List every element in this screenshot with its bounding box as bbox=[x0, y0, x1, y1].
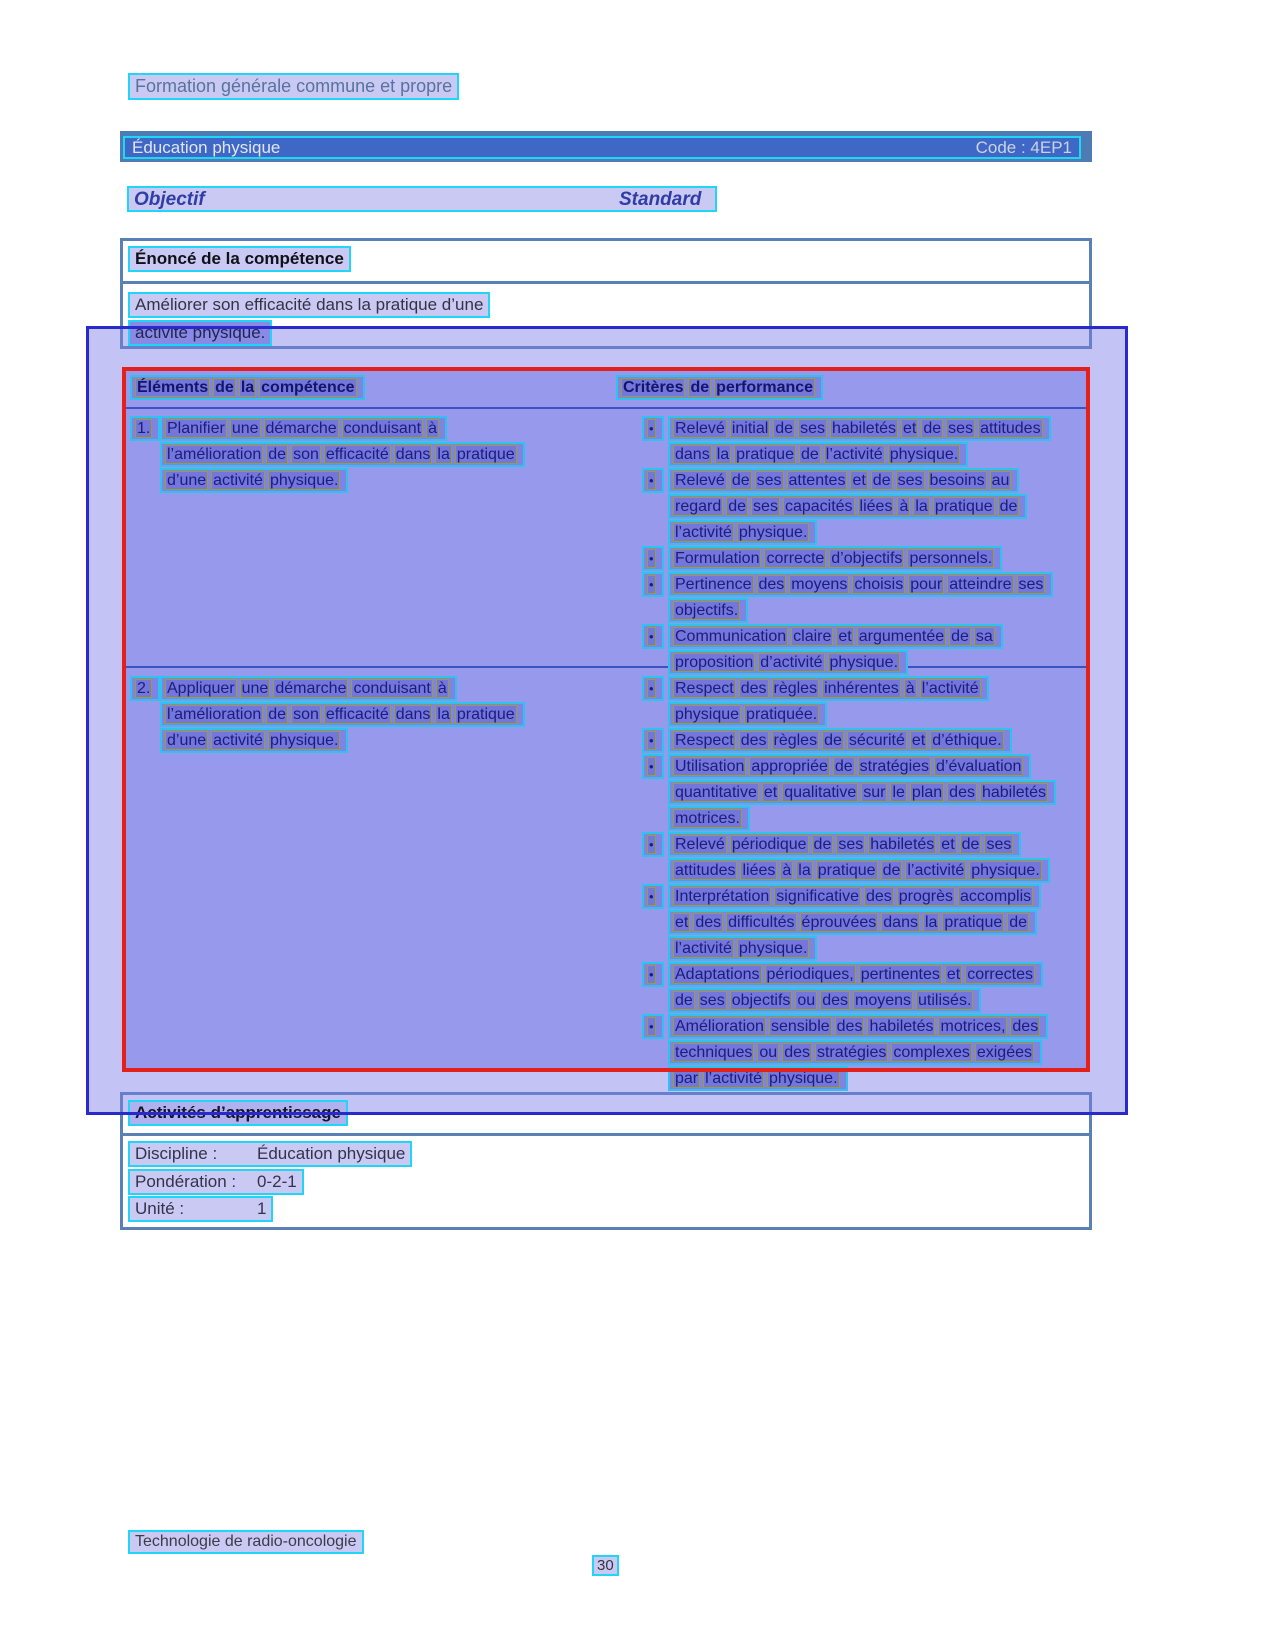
document-title: Formation générale commune et propre bbox=[128, 73, 459, 100]
activity-row bbox=[128, 1141, 412, 1167]
word-highlight-box: physique. bbox=[269, 732, 339, 749]
word-highlight-box: exigées bbox=[976, 1044, 1032, 1061]
word-highlight-box: de bbox=[268, 446, 287, 463]
word-highlight-box: des bbox=[836, 1018, 863, 1035]
word-highlight-box: règles bbox=[773, 732, 818, 749]
word-highlight-box: qualitative bbox=[784, 784, 857, 801]
word-highlight-box: physique. bbox=[829, 654, 899, 671]
unite-value: 1 bbox=[257, 1199, 267, 1218]
word-highlight-box: l’activité bbox=[921, 680, 979, 697]
word-highlight-box: des bbox=[740, 680, 767, 697]
word-highlight-box: de bbox=[215, 379, 234, 396]
word-highlight-box: utilisés. bbox=[918, 992, 972, 1009]
word-highlight-box: de bbox=[824, 732, 842, 749]
word-highlight-box: argumentée bbox=[858, 628, 945, 645]
word-highlight-box: ses bbox=[800, 420, 825, 437]
word-highlight-box: proposition bbox=[675, 654, 754, 671]
word-highlight-box: ses bbox=[699, 992, 725, 1009]
word-highlight-box: choisis bbox=[854, 576, 904, 593]
word-highlight-box: liées bbox=[742, 862, 776, 879]
word-highlight-box: à bbox=[905, 680, 915, 697]
discipline-value: Éducation physique bbox=[257, 1144, 406, 1163]
bullet-glyph: • bbox=[649, 681, 654, 696]
word-highlight-box: attitudes bbox=[675, 862, 736, 879]
word-highlight-box: Pertinence bbox=[675, 576, 752, 593]
word-highlight-box: des bbox=[949, 784, 975, 801]
word-highlight-box: de bbox=[731, 472, 750, 489]
bullet-glyph: • bbox=[649, 759, 654, 774]
word-highlight-box: de bbox=[961, 836, 980, 853]
word-highlight-box: de bbox=[1009, 914, 1028, 931]
word-highlight-box: physique. bbox=[738, 524, 808, 541]
word-highlight-box: 1. bbox=[137, 420, 151, 437]
word-highlight-box: pratique bbox=[736, 446, 794, 463]
word-highlight-box: liées bbox=[859, 498, 893, 515]
word-highlight-box: une bbox=[231, 420, 259, 437]
word-highlight-box: au bbox=[991, 472, 1010, 489]
bullet-glyph: • bbox=[649, 837, 654, 852]
word-highlight-box: objectifs. bbox=[675, 602, 739, 619]
word-highlight-box: significative bbox=[776, 888, 859, 905]
word-highlight-box: à bbox=[899, 498, 909, 515]
word-highlight-box: habiletés bbox=[831, 420, 897, 437]
word-highlight-box: ou bbox=[797, 992, 816, 1009]
course-code: Code : 4EP1 bbox=[975, 137, 1072, 157]
bullet-glyph: • bbox=[649, 551, 654, 566]
activities-divider bbox=[120, 1133, 1092, 1136]
word-highlight-box: dans bbox=[675, 446, 710, 463]
course-header-highlight bbox=[123, 136, 1081, 159]
word-highlight-box: habiletés bbox=[869, 1018, 934, 1035]
word-highlight-box: de bbox=[728, 498, 747, 515]
word-highlight-box: la bbox=[240, 379, 255, 396]
course-title: Éducation physique bbox=[132, 137, 281, 157]
word-highlight-box: de bbox=[775, 420, 794, 437]
enonce-title: Énoncé de la compétence bbox=[128, 246, 351, 272]
word-highlight-box: regard bbox=[675, 498, 722, 515]
word-highlight-box: ses bbox=[897, 472, 923, 489]
enonce-line: Améliorer son efficacité dans la pratique d’une bbox=[128, 292, 490, 318]
word-highlight-box: l’amélioration bbox=[167, 446, 262, 463]
word-highlight-box: ses bbox=[986, 836, 1012, 853]
word-highlight-box: attentes bbox=[788, 472, 846, 489]
word-highlight-box: inhérentes bbox=[824, 680, 899, 697]
annotation-overlay-border bbox=[86, 326, 1128, 1115]
discipline-label: Discipline : bbox=[135, 1144, 218, 1163]
word-highlight-box: motrices. bbox=[675, 810, 740, 827]
word-highlight-box: physique. bbox=[769, 1070, 838, 1087]
word-highlight-box: appropriée bbox=[751, 758, 828, 775]
word-highlight-box: périodiques, bbox=[766, 966, 854, 983]
word-highlight-box: à bbox=[437, 680, 447, 697]
word-highlight-box: compétence bbox=[261, 379, 355, 396]
word-highlight-box: son bbox=[293, 446, 319, 463]
word-highlight-box: de bbox=[951, 628, 969, 645]
word-highlight-box: des bbox=[822, 992, 848, 1009]
word-highlight-box: Critères bbox=[623, 379, 684, 396]
word-highlight-box: physique. bbox=[971, 862, 1040, 879]
word-highlight-box: activité bbox=[213, 472, 263, 489]
activity-row bbox=[128, 1196, 273, 1222]
word-highlight-box: pratique bbox=[944, 914, 1003, 931]
word-highlight-box: conduisant bbox=[343, 420, 422, 437]
bullet-glyph: • bbox=[649, 967, 654, 982]
word-highlight-box: périodique bbox=[731, 836, 807, 853]
word-highlight-box: Planifier bbox=[167, 420, 225, 437]
bullet-glyph: • bbox=[649, 473, 654, 488]
word-highlight-box: de bbox=[813, 836, 832, 853]
objectif-heading: Objectif bbox=[134, 189, 205, 210]
word-highlight-box: objectifs bbox=[731, 992, 791, 1009]
activities-title: Activités d’apprentissage bbox=[128, 1100, 348, 1126]
word-highlight-box: ses bbox=[948, 420, 974, 437]
word-highlight-box: Formulation bbox=[675, 550, 760, 567]
word-highlight-box: stratégies bbox=[859, 758, 930, 775]
word-highlight-box: Appliquer bbox=[167, 680, 235, 697]
unite-label: Unité : bbox=[135, 1199, 185, 1218]
word-highlight-box: et bbox=[941, 836, 955, 853]
word-highlight-box: sécurité bbox=[848, 732, 905, 749]
word-highlight-box: l’activité bbox=[675, 940, 732, 957]
word-highlight-box: sa bbox=[975, 628, 993, 645]
word-highlight-box: moyens bbox=[791, 576, 848, 593]
word-highlight-box: progrès bbox=[898, 888, 954, 905]
word-highlight-box: efficacité bbox=[325, 706, 389, 723]
word-highlight-box: et bbox=[763, 784, 778, 801]
word-highlight-box: la bbox=[924, 914, 938, 931]
word-highlight-box: capacités bbox=[784, 498, 853, 515]
word-highlight-box: d’une bbox=[167, 472, 207, 489]
word-highlight-box: par bbox=[675, 1070, 699, 1087]
word-highlight-box: la bbox=[437, 706, 450, 723]
course-header-bar bbox=[120, 131, 1092, 162]
bullet-glyph: • bbox=[649, 577, 654, 592]
word-highlight-box: Relevé bbox=[675, 420, 725, 437]
word-highlight-box: la bbox=[437, 446, 450, 463]
word-highlight-box: complexes bbox=[893, 1044, 970, 1061]
word-highlight-box: des bbox=[740, 732, 767, 749]
word-highlight-box: physique bbox=[675, 706, 740, 723]
word-highlight-box: correctes bbox=[967, 966, 1033, 983]
word-highlight-box: de bbox=[882, 862, 901, 879]
bullet-glyph: • bbox=[649, 421, 654, 436]
word-highlight-box: conduisant bbox=[353, 680, 431, 697]
enonce-line: activité physique. bbox=[128, 320, 272, 346]
word-highlight-box: de bbox=[999, 498, 1018, 515]
page-number: 30 bbox=[592, 1555, 619, 1576]
word-highlight-box: Utilisation bbox=[675, 758, 745, 775]
word-highlight-box: d’évaluation bbox=[936, 758, 1022, 775]
word-highlight-box: dans bbox=[883, 914, 918, 931]
word-highlight-box: accomplis bbox=[960, 888, 1032, 905]
word-highlight-box: Amélioration bbox=[675, 1018, 764, 1035]
word-highlight-box: physique. bbox=[269, 472, 339, 489]
word-highlight-box: règles bbox=[773, 680, 818, 697]
word-highlight-box: physique. bbox=[738, 940, 808, 957]
word-highlight-box: l’activité bbox=[907, 862, 965, 879]
bullet-glyph: • bbox=[649, 1019, 654, 1034]
word-highlight-box: besoins bbox=[929, 472, 985, 489]
standard-heading: Standard bbox=[619, 189, 702, 210]
word-highlight-box: Respect bbox=[675, 732, 734, 749]
word-highlight-box: habiletés bbox=[870, 836, 935, 853]
word-highlight-box: la bbox=[716, 446, 730, 463]
word-highlight-box: activité bbox=[213, 732, 263, 749]
word-highlight-box: la bbox=[915, 498, 928, 515]
word-highlight-box: de bbox=[872, 472, 891, 489]
word-highlight-box: motrices, bbox=[940, 1018, 1006, 1035]
word-highlight-box: démarche bbox=[275, 680, 347, 697]
word-highlight-box: le bbox=[892, 784, 905, 801]
word-highlight-box: ses bbox=[756, 472, 782, 489]
word-highlight-box: Éléments bbox=[137, 379, 209, 396]
word-highlight-box: stratégies bbox=[816, 1044, 887, 1061]
word-highlight-box: correcte bbox=[766, 550, 825, 567]
column-headings-box bbox=[127, 186, 717, 212]
word-highlight-box: d’une bbox=[167, 732, 207, 749]
word-highlight-box: 2. bbox=[137, 680, 151, 697]
word-highlight-box: de bbox=[268, 706, 287, 723]
activity-row bbox=[128, 1169, 304, 1195]
ponderation-label: Pondération : bbox=[135, 1172, 237, 1191]
word-highlight-box: des bbox=[784, 1044, 810, 1061]
word-highlight-box: de bbox=[690, 379, 710, 396]
word-highlight-box: de bbox=[923, 420, 942, 437]
word-highlight-box: atteindre bbox=[949, 576, 1012, 593]
word-highlight-box: à bbox=[782, 862, 792, 879]
word-highlight-box: d’objectifs bbox=[831, 550, 903, 567]
word-highlight-box: claire bbox=[793, 628, 832, 645]
word-highlight-box: sur bbox=[863, 784, 886, 801]
word-highlight-box: personnels. bbox=[909, 550, 993, 567]
word-highlight-box: techniques bbox=[675, 1044, 753, 1061]
word-highlight-box: de bbox=[800, 446, 819, 463]
word-highlight-box: difficultés bbox=[728, 914, 795, 931]
word-highlight-box: pratique bbox=[456, 446, 515, 463]
bullet-glyph: • bbox=[649, 629, 654, 644]
word-highlight-box: pratique bbox=[817, 862, 876, 879]
word-highlight-box: efficacité bbox=[325, 446, 389, 463]
word-highlight-box: pertinentes bbox=[860, 966, 940, 983]
word-highlight-box: des bbox=[1012, 1018, 1039, 1035]
word-highlight-box: éprouvées bbox=[801, 914, 877, 931]
word-highlight-box: Relevé bbox=[675, 836, 725, 853]
word-highlight-box: et bbox=[838, 628, 852, 645]
word-highlight-box: démarche bbox=[265, 420, 337, 437]
word-highlight-box: quantitative bbox=[675, 784, 757, 801]
bullet-glyph: • bbox=[649, 889, 654, 904]
word-highlight-box: dans bbox=[395, 446, 431, 463]
word-highlight-box: Relevé bbox=[675, 472, 725, 489]
word-highlight-box: attitudes bbox=[980, 420, 1041, 437]
word-highlight-box: son bbox=[293, 706, 319, 723]
word-highlight-box: pratiquée. bbox=[746, 706, 818, 723]
word-highlight-box: d’éthique. bbox=[932, 732, 1002, 749]
word-highlight-box: et bbox=[946, 966, 961, 983]
word-highlight-box: et bbox=[675, 914, 689, 931]
word-highlight-box: l’activité bbox=[705, 1070, 763, 1087]
word-highlight-box: et bbox=[852, 472, 866, 489]
word-highlight-box: l’amélioration bbox=[167, 706, 262, 723]
word-highlight-box: dans bbox=[395, 706, 431, 723]
word-highlight-box: initial bbox=[731, 420, 769, 437]
footer-program: Technologie de radio-oncologie bbox=[128, 1530, 364, 1554]
word-highlight-box: ses bbox=[838, 836, 864, 853]
word-highlight-box: Adaptations bbox=[675, 966, 760, 983]
word-highlight-box: et bbox=[911, 732, 926, 749]
word-highlight-box: ou bbox=[759, 1044, 778, 1061]
word-highlight-box: des bbox=[758, 576, 785, 593]
word-highlight-box: d’activité bbox=[760, 654, 823, 671]
word-highlight-box: de bbox=[675, 992, 693, 1009]
word-highlight-box: sensible bbox=[770, 1018, 830, 1035]
word-highlight-box: pratique bbox=[456, 706, 515, 723]
word-highlight-box: des bbox=[695, 914, 722, 931]
word-highlight-box: l’activité bbox=[825, 446, 883, 463]
word-highlight-box: physique. bbox=[889, 446, 959, 463]
word-highlight-box: plan bbox=[911, 784, 943, 801]
word-highlight-box: moyens bbox=[855, 992, 912, 1009]
word-highlight-box: une bbox=[241, 680, 269, 697]
word-highlight-box: et bbox=[903, 420, 917, 437]
word-highlight-box: Interprétation bbox=[675, 888, 770, 905]
word-highlight-box: pratique bbox=[934, 498, 993, 515]
word-highlight-box: des bbox=[865, 888, 892, 905]
enonce-divider bbox=[120, 281, 1092, 284]
word-highlight-box: habiletés bbox=[981, 784, 1047, 801]
word-highlight-box: Communication bbox=[675, 628, 787, 645]
word-highlight-box: ses bbox=[753, 498, 778, 515]
word-highlight-box: pour bbox=[910, 576, 943, 593]
ponderation-value: 0-2-1 bbox=[257, 1172, 297, 1191]
bullet-glyph: • bbox=[649, 733, 654, 748]
word-highlight-box: ses bbox=[1018, 576, 1044, 593]
word-highlight-box: la bbox=[798, 862, 811, 879]
word-highlight-box: performance bbox=[716, 379, 814, 396]
word-highlight-box: de bbox=[834, 758, 853, 775]
word-highlight-box: l’activité bbox=[675, 524, 732, 541]
word-highlight-box: à bbox=[428, 420, 437, 437]
word-highlight-box: Respect bbox=[675, 680, 734, 697]
